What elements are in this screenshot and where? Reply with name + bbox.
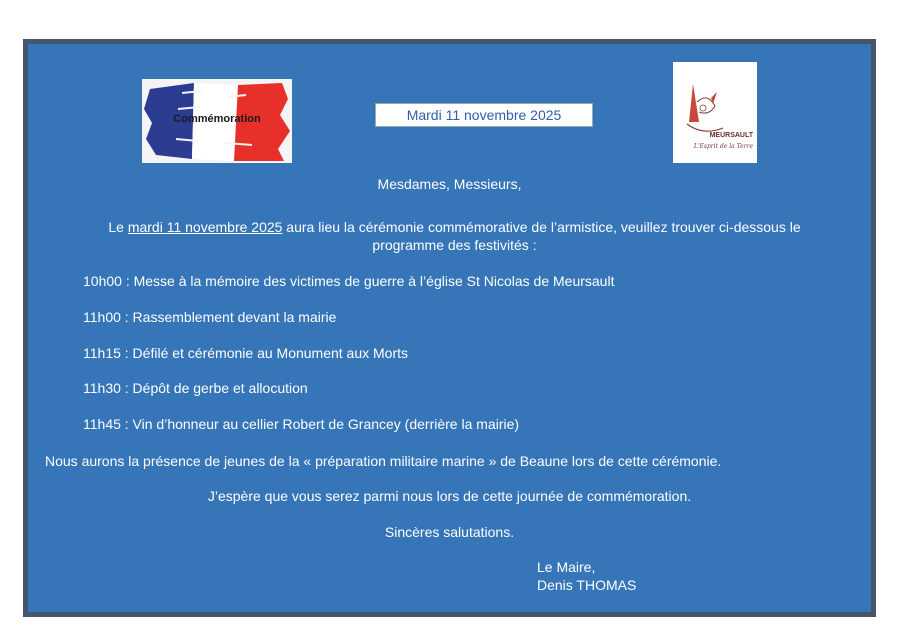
invitation-card	[23, 39, 876, 617]
commemoration-caption: Commémoration	[173, 113, 261, 125]
intro-suffix: aura lieu la cérémonie commémorative de l’armistice, veuillez trouver ci-dessous le programme des festivités :	[282, 219, 801, 253]
schedule-item: 11h45 : Vin d’honneur au cellier Robert de Grancey (derrière la mairie)	[83, 416, 520, 432]
intro-paragraph	[73, 218, 836, 254]
presence-paragraph: Nous aurons la présence de jeunes de la « préparation militaire marine » de Beaune lors de cette cérémonie.	[45, 453, 722, 469]
schedule-item: 10h00 : Messe à la mémoire des victimes de guerre à l’église St Nicolas de Meursault	[83, 273, 615, 289]
signature-name: Denis THOMAS	[537, 577, 637, 593]
intro-date: mardi 11 novembre 2025	[127, 219, 283, 235]
signature-title: Le Maire,	[537, 559, 596, 575]
hope-paragraph: J’espère que vous serez parmi nous lors de cette journée de commémoration.	[207, 488, 692, 504]
meursault-logo	[673, 62, 757, 163]
event-date-box: Mardi 11 novembre 2025	[375, 103, 593, 127]
salutation: Mesdames, Messieurs,	[377, 176, 522, 192]
closing: Sincères salutations.	[384, 524, 515, 540]
brand-tagline: L'Esprit de la Terre	[693, 143, 753, 150]
schedule-item: 11h00 : Rassemblement devant la mairie	[83, 309, 337, 325]
schedule-item: 11h15 : Défilé et cérémonie au Monument aux Morts	[83, 345, 409, 361]
invitation-panel	[28, 44, 871, 612]
brand-name: MEURSAULT	[709, 132, 753, 139]
schedule-item: 11h30 : Dépôt de gerbe et allocution	[83, 380, 308, 396]
intro-prefix: Le	[108, 219, 128, 235]
commemoration-logo	[142, 79, 292, 163]
